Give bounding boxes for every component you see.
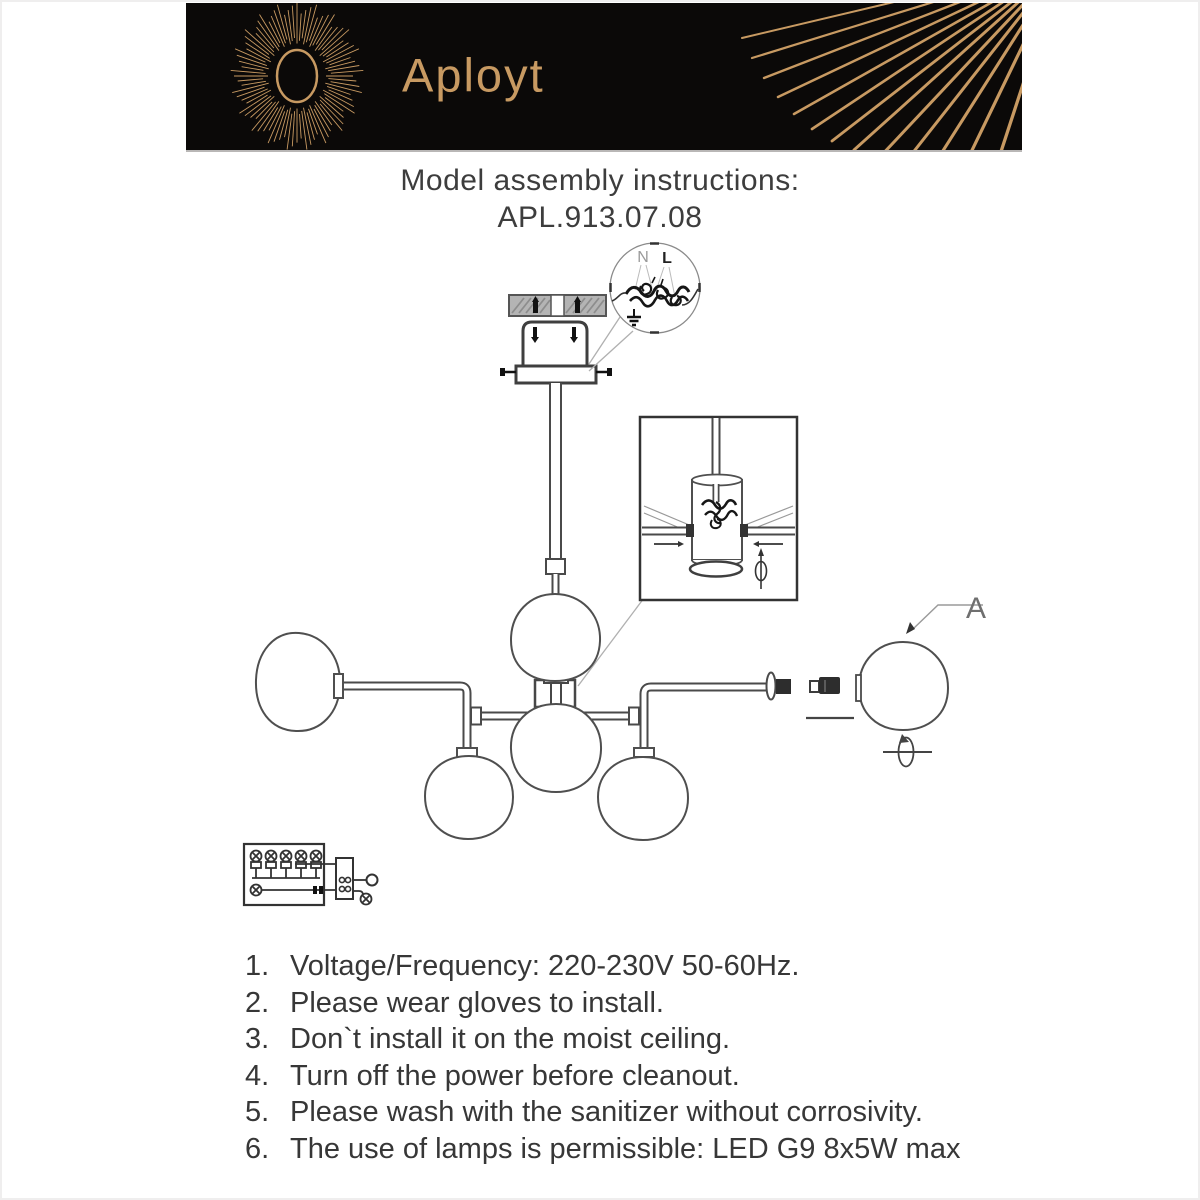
g9-bulb-icon <box>810 677 840 694</box>
globe-far-left <box>256 633 340 731</box>
instruction-item <box>245 1094 1045 1131</box>
instruction-item <box>245 1021 1045 1058</box>
globe-top <box>511 594 600 681</box>
connector-ring <box>367 875 378 886</box>
instruction-item <box>245 985 1045 1022</box>
instruction-number: 6. <box>245 1132 270 1165</box>
instruction-number: 4. <box>245 1059 270 1092</box>
diffuser-cap <box>690 562 742 577</box>
instruction-text: Voltage/Frequency: 220-230V 50-60Hz. <box>290 950 800 982</box>
instruction-item <box>245 1131 1045 1168</box>
instruction-number: 2. <box>245 986 270 1019</box>
arm-sleeve <box>634 748 654 757</box>
live-wire-label: L <box>662 250 672 267</box>
ceiling-bar <box>509 295 606 316</box>
instruction-item <box>245 1058 1045 1095</box>
globe-center <box>511 704 601 792</box>
page-title: Model assembly instructions: <box>400 164 800 197</box>
terminal-wiring-diagram <box>244 844 378 905</box>
wiring-detail-circle <box>610 243 700 333</box>
hub-detail-box <box>640 417 797 600</box>
canopy-assembly <box>500 322 612 383</box>
instruction-item <box>245 948 1045 985</box>
model-number: APL.913.07.08 <box>497 201 703 234</box>
instruction-number: 1. <box>245 950 270 982</box>
detail-a-label: A <box>965 592 987 625</box>
globe-far-right <box>859 642 948 730</box>
globe-collar <box>334 674 343 698</box>
globe-lower-left <box>425 756 513 839</box>
neutral-wire-label: N <box>637 249 649 266</box>
instruction-text: Don`t install it on the moist ceiling. <box>290 1023 731 1055</box>
instruction-number: 3. <box>245 1023 270 1055</box>
instruction-text: Please wash with the sanitizer without corrosivity. <box>290 1096 923 1128</box>
instruction-number: 5. <box>245 1096 270 1128</box>
globe-lower-right <box>598 757 688 840</box>
instruction-text: Turn off the power before cleanout. <box>290 1059 740 1092</box>
brand-wordmark: Aployt <box>402 47 545 101</box>
instruction-text: Please wear gloves to install. <box>290 986 664 1019</box>
rotate-globe-icon <box>883 734 932 767</box>
suspension-rod <box>546 383 565 595</box>
instructions-list <box>245 948 1045 1167</box>
detail-a-arrowhead <box>906 622 915 634</box>
detail-leader-lines <box>589 317 633 371</box>
threaded-socket <box>776 679 791 694</box>
arm-end-exploded-view <box>767 592 987 767</box>
instruction-text: The use of lamps is permissible: LED G9 8x5W max <box>290 1132 961 1165</box>
